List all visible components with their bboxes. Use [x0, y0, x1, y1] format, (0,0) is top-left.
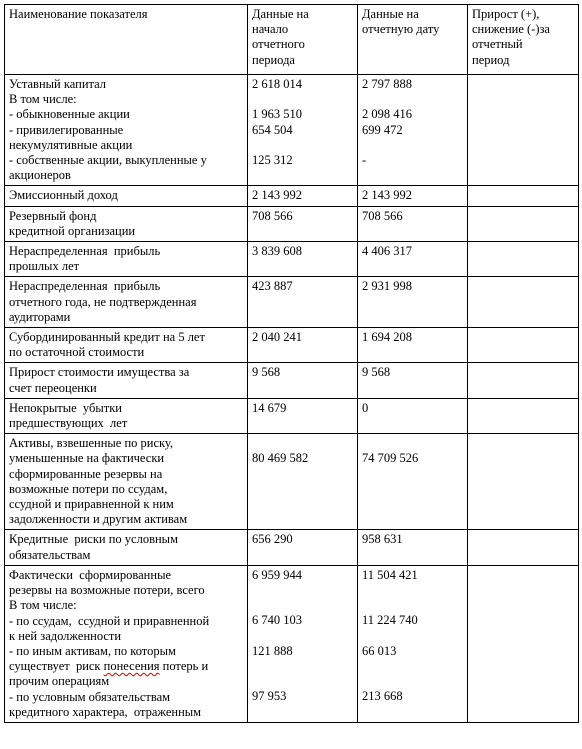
change-value-cell — [468, 565, 579, 722]
table-row — [5, 530, 579, 565]
indicator-name-line: Нераспределенная прибыль — [9, 244, 161, 259]
indicator-name-line: Эмиссионный доход — [9, 188, 118, 203]
value-line: 2 618 014 — [252, 77, 302, 91]
table-row — [5, 186, 579, 206]
indicator-name-cell — [5, 565, 248, 722]
change-value-cell — [468, 434, 579, 530]
reporting-date-value-cell — [358, 363, 468, 398]
value-line — [362, 168, 464, 183]
reporting-date-value-cell — [358, 398, 468, 433]
value-line: 14 679 — [252, 400, 287, 415]
value-line: 213 668 — [362, 689, 403, 704]
table-row — [5, 206, 579, 241]
header-indicator-name: Наименование показателя — [5, 5, 248, 75]
indicator-name-line: некумулятивные акции — [9, 137, 133, 152]
indicator-name-line: аудиторами — [9, 309, 71, 324]
start-of-period-value-cell — [248, 186, 358, 206]
reporting-date-value-cell — [358, 186, 468, 206]
value-line: 11 224 740 — [362, 613, 418, 628]
indicator-name-line: В том числе: — [9, 598, 77, 613]
indicator-name-line: Нераспределенная прибыль — [9, 279, 161, 294]
value-line: 125 312 — [252, 152, 293, 167]
value-line — [252, 436, 354, 451]
value-line: - — [362, 152, 367, 167]
value-line: 80 469 582 — [252, 451, 309, 466]
value-line — [252, 583, 354, 598]
indicator-name-cell — [5, 328, 248, 363]
value-line: 423 887 — [252, 279, 293, 294]
indicator-name-line: Уставный капитал — [9, 77, 107, 91]
start-of-period-value-cell — [248, 75, 358, 186]
value-line: 9 568 — [362, 365, 391, 380]
value-line: 6 740 103 — [252, 613, 302, 628]
change-value-cell — [468, 398, 579, 433]
value-line: 654 504 — [252, 122, 293, 137]
value-line: 699 472 — [362, 122, 403, 137]
value-line — [362, 92, 464, 107]
indicator-name-line: обязательствам — [9, 547, 91, 562]
indicator-name-line: - по условным обязательствам — [9, 689, 171, 704]
table-row — [5, 277, 579, 328]
indicator-name-cell — [5, 434, 248, 530]
value-line: 2 098 416 — [362, 107, 412, 122]
header-start-of-period: Данные на начало отчетного периода — [248, 5, 358, 75]
value-line — [362, 705, 464, 720]
value-line — [252, 168, 354, 183]
value-line: 2 931 998 — [362, 279, 412, 294]
value-line: 1 694 208 — [362, 330, 412, 345]
table-row — [5, 242, 579, 277]
indicator-name-line: по остаточной стоимости — [9, 345, 145, 360]
table-row — [5, 434, 579, 530]
value-line: 2 143 992 — [252, 188, 302, 203]
value-line — [252, 705, 354, 720]
start-of-period-value-cell — [248, 565, 358, 722]
indicator-name-line: существует риск понесения потерь и — [9, 659, 209, 674]
value-line: 6 959 944 — [252, 567, 302, 582]
change-value-cell — [468, 277, 579, 328]
change-value-cell — [468, 75, 579, 186]
value-line: 1 963 510 — [252, 107, 302, 122]
indicator-name-line: задолженности и другим активам — [9, 512, 188, 527]
value-line — [362, 659, 464, 674]
change-value-cell — [468, 530, 579, 565]
change-value-cell — [468, 206, 579, 241]
value-line: 656 290 — [252, 532, 293, 547]
indicator-name-cell — [5, 75, 248, 186]
indicator-name-line: прошлых лет — [9, 259, 80, 274]
value-line — [252, 138, 354, 153]
value-line — [252, 92, 354, 107]
table-row — [5, 363, 579, 398]
value-line — [362, 598, 464, 613]
reporting-date-value-cell — [358, 565, 468, 722]
value-line: 0 — [362, 400, 369, 415]
value-line: 121 888 — [252, 643, 293, 658]
spellcheck-flagged-word: понесения — [103, 659, 160, 674]
reporting-date-value-cell — [358, 530, 468, 565]
change-value-cell — [468, 242, 579, 277]
indicator-name-line: - по иным активам, по которым — [9, 643, 176, 658]
start-of-period-value-cell — [248, 277, 358, 328]
indicator-name-line: Прирост стоимости имущества за — [9, 365, 190, 380]
indicator-name-line: Активы, взвешенные по риску, — [9, 436, 174, 451]
indicator-name-line: акционеров — [9, 168, 71, 183]
indicator-name-line: - по ссудам, ссудной и приравненной — [9, 613, 210, 628]
change-value-cell — [468, 363, 579, 398]
start-of-period-value-cell — [248, 242, 358, 277]
value-line: 2 797 888 — [362, 77, 412, 91]
indicator-name-line: предшествующих лет — [9, 416, 128, 431]
value-line — [252, 598, 354, 613]
value-line: 2 143 992 — [362, 188, 412, 203]
indicator-name-line: - обыкновенные акции — [9, 107, 130, 122]
indicator-name-line: - собственные акции, выкупленные у — [9, 153, 207, 168]
indicator-name-cell — [5, 277, 248, 328]
indicator-name-cell — [5, 398, 248, 433]
value-line: 97 953 — [252, 689, 287, 704]
header-change: Прирост (+), снижение (-)за отчетный период — [468, 5, 579, 75]
start-of-period-value-cell — [248, 398, 358, 433]
reporting-date-value-cell — [358, 434, 468, 530]
value-line — [362, 436, 464, 451]
value-line: 2 040 241 — [252, 330, 302, 345]
indicator-name-cell — [5, 206, 248, 241]
start-of-period-value-cell — [248, 206, 358, 241]
table-row — [5, 75, 579, 186]
table-row — [5, 565, 579, 722]
start-of-period-value-cell — [248, 530, 358, 565]
value-line: 11 504 421 — [362, 567, 418, 582]
value-line: 708 566 — [362, 208, 403, 223]
value-line: 708 566 — [252, 208, 293, 223]
indicator-name-line: Непокрытые убытки — [9, 400, 122, 415]
indicator-name-line: ссудной и приравненной к ним — [9, 497, 174, 512]
header-reporting-date: Данные на отчетную дату — [358, 5, 468, 75]
value-line — [252, 674, 354, 689]
value-line: 3 839 608 — [252, 244, 302, 259]
indicator-name-line: прочим операциям — [9, 674, 110, 689]
value-line — [362, 674, 464, 689]
indicator-name-line: Кредитные риски по условным — [9, 532, 178, 547]
capital-indicators-table — [4, 4, 579, 723]
indicator-name-line: - привилегированные — [9, 122, 124, 137]
indicator-name-cell — [5, 530, 248, 565]
indicator-name-line: уменьшенные на фактически — [9, 451, 165, 466]
indicator-name-line: к ней задолженности — [9, 628, 122, 643]
start-of-period-value-cell — [248, 434, 358, 530]
indicator-name-line: кредитной организации — [9, 223, 136, 238]
value-line: 958 631 — [362, 532, 403, 547]
value-line — [252, 629, 354, 644]
indicator-name-line: Фактически сформированные — [9, 567, 172, 582]
reporting-date-value-cell — [358, 242, 468, 277]
table-row — [5, 328, 579, 363]
indicator-name-line: Резервный фонд — [9, 208, 97, 223]
value-line — [252, 659, 354, 674]
indicator-name-cell — [5, 363, 248, 398]
change-value-cell — [468, 186, 579, 206]
indicator-name-line: Субординированный кредит на 5 лет — [9, 330, 205, 345]
value-line — [362, 629, 464, 644]
indicator-name-line: возможные потери по ссудам, — [9, 481, 168, 496]
indicator-name-line: счет переоценки — [9, 380, 97, 395]
indicator-name-line: резервы на возможные потери, всего — [9, 583, 205, 598]
table-row — [5, 398, 579, 433]
reporting-date-value-cell — [358, 206, 468, 241]
reporting-date-value-cell — [358, 277, 468, 328]
indicator-name-line: отчетного года, не подтвержденная — [9, 294, 197, 309]
value-line: 4 406 317 — [362, 244, 412, 259]
value-line: 66 013 — [362, 643, 397, 658]
indicator-name-line: кредитного характера, отраженным — [9, 704, 202, 719]
reporting-date-value-cell — [358, 328, 468, 363]
indicator-name-cell — [5, 186, 248, 206]
table-header-row — [5, 5, 579, 75]
value-line: 9 568 — [252, 365, 281, 380]
value-line — [362, 583, 464, 598]
value-line — [362, 138, 464, 153]
indicator-name-cell — [5, 242, 248, 277]
reporting-date-value-cell — [358, 75, 468, 186]
change-value-cell — [468, 328, 579, 363]
start-of-period-value-cell — [248, 363, 358, 398]
indicator-name-line: В том числе: — [9, 92, 77, 107]
indicator-name-line: сформированные резервы на — [9, 466, 163, 481]
start-of-period-value-cell — [248, 328, 358, 363]
value-line: 74 709 526 — [362, 451, 419, 466]
